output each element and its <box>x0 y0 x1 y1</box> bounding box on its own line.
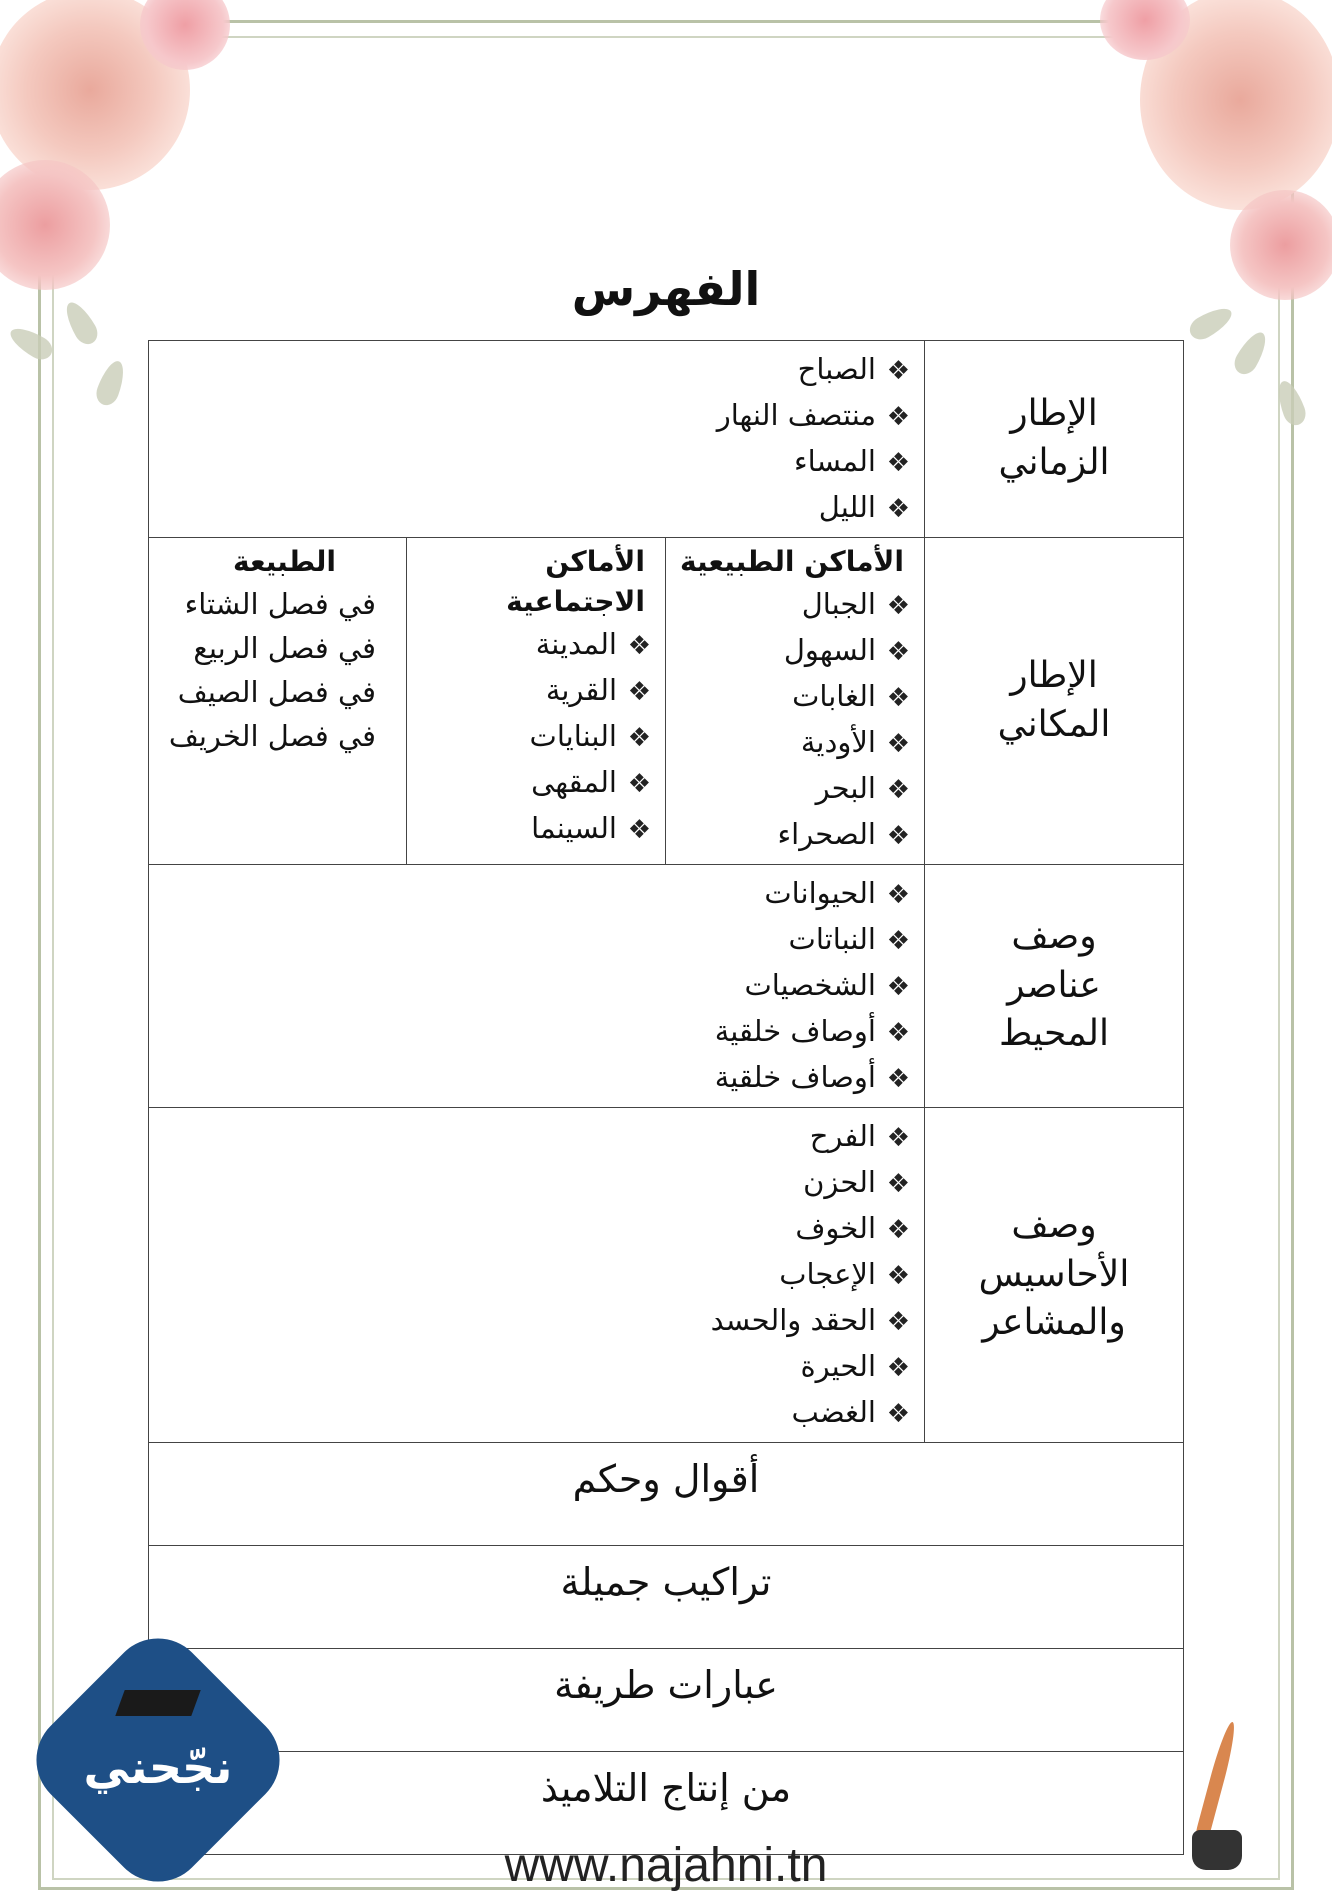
item-list <box>149 865 924 1107</box>
list-item: ❖ الأودية <box>666 720 910 766</box>
list-item: ❖ المدينة <box>407 622 651 668</box>
list-item: ❖ الصباح <box>149 347 910 393</box>
list-item: ❖ الليل <box>149 485 910 531</box>
item-list <box>666 582 924 864</box>
item-list <box>149 1108 924 1442</box>
list-item: ❖ منتصف النهار <box>149 393 910 439</box>
category-label: المكاني <box>997 704 1111 745</box>
social-places-column <box>407 538 666 864</box>
category-cell-surroundings <box>925 865 1184 1108</box>
section-time <box>149 341 1184 538</box>
list-item: في فصل الصيف <box>177 675 376 709</box>
category-cell-feelings <box>925 1108 1184 1443</box>
list-item: ❖ الإعجاب <box>149 1252 910 1298</box>
items-cell-surroundings <box>149 865 925 1108</box>
list-item: ❖ المقهى <box>407 760 651 806</box>
item-list <box>407 622 665 858</box>
place-subtable <box>149 538 924 864</box>
graduation-cap-icon <box>115 1690 200 1716</box>
nature-column <box>149 538 407 864</box>
items-cell-feelings <box>149 1108 925 1443</box>
section-surroundings <box>149 865 1184 1108</box>
column-heading: الطبيعة <box>232 545 336 578</box>
list-item: ❖ الحيوانات <box>149 871 910 917</box>
list-item: ❖ الغضب <box>149 1390 910 1436</box>
category-label: الأحاسيس <box>978 1253 1130 1295</box>
list-item: ❖ الفرح <box>149 1114 910 1160</box>
category-label: والمشاعر <box>982 1302 1126 1344</box>
list-item: ❖ الحيرة <box>149 1344 910 1390</box>
items-cell-time <box>149 341 925 538</box>
item-list <box>149 582 406 764</box>
category-label: وصف <box>1011 1205 1097 1247</box>
row-label: أقوال وحكم <box>149 1443 1184 1546</box>
list-item: ❖ البحر <box>666 766 910 812</box>
section-place <box>149 538 1184 865</box>
category-label: الإطار <box>1010 655 1098 697</box>
items-cell-place <box>149 538 925 865</box>
category-label: الزماني <box>998 442 1110 483</box>
category-cell-place <box>925 538 1184 865</box>
category-cell-time <box>925 341 1184 538</box>
list-item: ❖ أوصاف خلقية <box>149 1055 910 1101</box>
natural-places-column <box>666 538 925 864</box>
list-item: ❖ الصحراء <box>666 812 910 858</box>
list-item: في فصل الربيع <box>193 631 376 665</box>
list-item: في فصل الخريف <box>168 719 376 753</box>
row-label: عبارات طريفة <box>149 1649 1184 1752</box>
page-title: الفهرس <box>571 262 761 316</box>
list-item: ❖ الشخصيات <box>149 963 910 1009</box>
row-label: من إنتاج التلاميذ <box>149 1752 1184 1855</box>
column-heading: الأماكن الطبيعية <box>680 545 904 578</box>
row-sayings <box>149 1443 1184 1546</box>
section-feelings <box>149 1108 1184 1443</box>
logo-text: نجّحني <box>83 1740 233 1794</box>
row-label: تراكيب جميلة <box>149 1546 1184 1649</box>
row-phrases <box>149 1546 1184 1649</box>
website-url: www.najahni.tn <box>504 1839 828 1892</box>
list-item: ❖ المساء <box>149 439 910 485</box>
list-item: في فصل الشتاء <box>184 587 376 621</box>
category-label: الإطار <box>1010 393 1098 435</box>
list-item: ❖ الجبال <box>666 582 910 628</box>
category-label: المحيط <box>998 1013 1110 1055</box>
list-item: ❖ البنايات <box>407 714 651 760</box>
list-item: ❖ النباتات <box>149 917 910 963</box>
category-label: عناصر <box>1007 964 1101 1006</box>
list-item: ❖ السينما <box>407 806 651 852</box>
list-item: ❖ الحقد والحسد <box>149 1298 910 1344</box>
list-item: ❖ الغابات <box>666 674 910 720</box>
list-item: ❖ الحزن <box>149 1160 910 1206</box>
list-item: ❖ أوصاف خلقية <box>149 1009 910 1055</box>
list-item: ❖ الخوف <box>149 1206 910 1252</box>
index-table <box>148 340 1184 1855</box>
row-funny <box>149 1649 1184 1752</box>
category-label: وصف <box>1011 916 1097 958</box>
list-item: ❖ القرية <box>407 668 651 714</box>
column-heading: الأماكن الاجتماعية <box>506 545 645 618</box>
list-item: ❖ السهول <box>666 628 910 674</box>
item-list <box>149 341 924 537</box>
